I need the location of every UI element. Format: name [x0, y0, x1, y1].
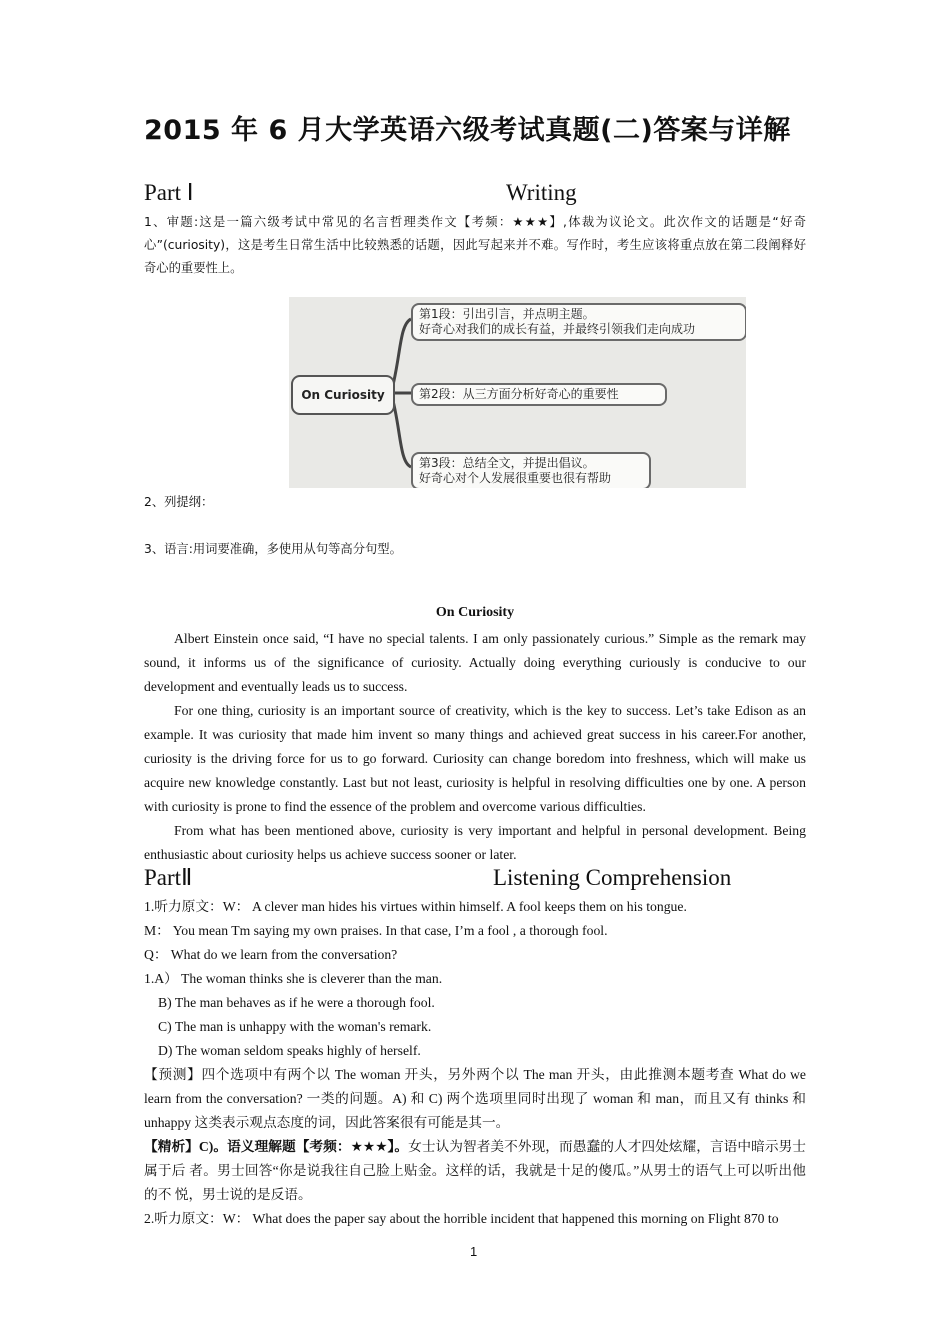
listening-transcript-2: 2.听力原文：W： What does the paper say about the horrible incident that happened this morning on Flight 870 to [144, 1211, 779, 1226]
mindmap-node-3-line-1: 第3段：总结全文，并提出倡议。 [419, 456, 595, 470]
essay-title: On Curiosity [435, 605, 515, 620]
listening-transcript-w: 1.听力原文：W： A clever man hides his virtues within himself. A fool keeps them on his tongue. [144, 899, 687, 914]
option-a: 1.A） The woman thinks she is cleverer than the man. [144, 971, 443, 986]
mindmap-center-node: On Curiosity [291, 375, 395, 415]
document-title: 2015 年 6 月大学英语六级考试真题(二)答案与详解 [144, 115, 791, 146]
part1-name: Writing [506, 180, 577, 205]
prediction-text: 四个选项中有两个以 The woman 开头，另外两个以 The man 开头，由此推测本题考查 What do we learn from the conversation? 一类的问题。A) 和 C) 两个选项里同时出现了 woman 和 man，而且又有 thinks 和 unhappy 这类表示观点态度的词，因此答案很有可能是其一。 [144, 1067, 806, 1130]
part1-label: Part Ⅰ [144, 180, 194, 205]
part2-name: Listening Comprehension [493, 865, 732, 890]
page-number: 1 [470, 1244, 478, 1259]
part2-label: PartⅡ [144, 865, 193, 890]
option-d: D) The woman seldom speaks highly of herself. [158, 1043, 421, 1058]
analysis-tag: 【精析】 [144, 1139, 199, 1154]
essay-paragraph-2: For one thing, curiosity is an important source of creativity, which is the key to success. Let’s take Edison as an example. It was curiosity that made him invent so many things and achieved great success in his career.For another, curiosity is the driving force for us to go forward. Curiosity can change boredom into freshness, which will make us acquire new knowledge constantly. Last but not least, curiosity is helpful in resolving difficulties one by one. A person with curiosity is prone to find the essence of the problem and overcome various difficulties. [144, 703, 806, 814]
mindmap-node-paragraph-3 [411, 452, 651, 488]
essay-paragraph-1: Albert Einstein once said, “I have no special talents. I am only passionately curious.” Simple as the remark may sound, it informs us of the significance of curiosity. Actually doing everything curiously is conducive to our development and eventually leads us to success. [144, 631, 806, 694]
mindmap-node-2-text: 第2段：从三方面分析好奇心的重要性 [419, 387, 619, 401]
listening-question: Q： What do we learn from the conversation? [144, 947, 398, 962]
prediction-paragraph [144, 1063, 806, 1135]
mindmap-node-1-line-1: 第1段：引出引言，并点明主题。 [419, 307, 595, 321]
writing-item-2: 2、列提纲： [144, 495, 214, 509]
writing-item-1: 1、审题:这是一篇六级考试中常见的名言哲理类作文【考频：★★★】,体裁为议论文。此次作文的话题是“好奇心”(curiosity)，这是考生日常生活中比较熟悉的话题，因此写起来并不难。写作时，考生应该将重点放在第二段阐释好 奇心的重要性上。 [144, 215, 806, 275]
mindmap-node-1-line-2: 好奇心对我们的成长有益，并最终引领我们走向成功 [419, 322, 696, 336]
prediction-tag: 【预测】 [144, 1067, 202, 1082]
mindmap-figure [289, 297, 746, 488]
listening-transcript-m: M： You mean Tm saying my own praises. In that case, I’m a fool , a thorough fool. [144, 923, 608, 938]
analysis-paragraph [144, 1135, 806, 1207]
essay-paragraph-3: From what has been mentioned above, curiosity is very important and helpful in personal development. Being enthusiastic about curiosity helps us achieve success sooner or later. [144, 823, 806, 862]
mindmap-node-paragraph-2 [411, 383, 667, 406]
option-b: B) The man behaves as if he were a thorough fool. [158, 995, 435, 1010]
option-c: C) The man is unhappy with the woman's remark. [158, 1019, 432, 1034]
analysis-answer: C)。语义理解题【考频：★★★】。 [198, 1139, 409, 1154]
mindmap-node-paragraph-1 [411, 303, 746, 341]
writing-item-3: 3、语言:用词要准确，多使用从句等高分句型。 [144, 542, 402, 556]
mindmap-node-3-line-2: 好奇心对个人发展很重要也很有帮助 [419, 471, 612, 485]
analysis-text: 女士认为智者美不外现，而愚蠢的人才四处炫耀，言语中暗示男士属于后 者。男士回答“你是说我往自己脸上贴金。这样的话，我就是十足的傻瓜。”从男士的语气上可以听出他的不 悦，男士说的是反语。 [144, 1139, 806, 1202]
